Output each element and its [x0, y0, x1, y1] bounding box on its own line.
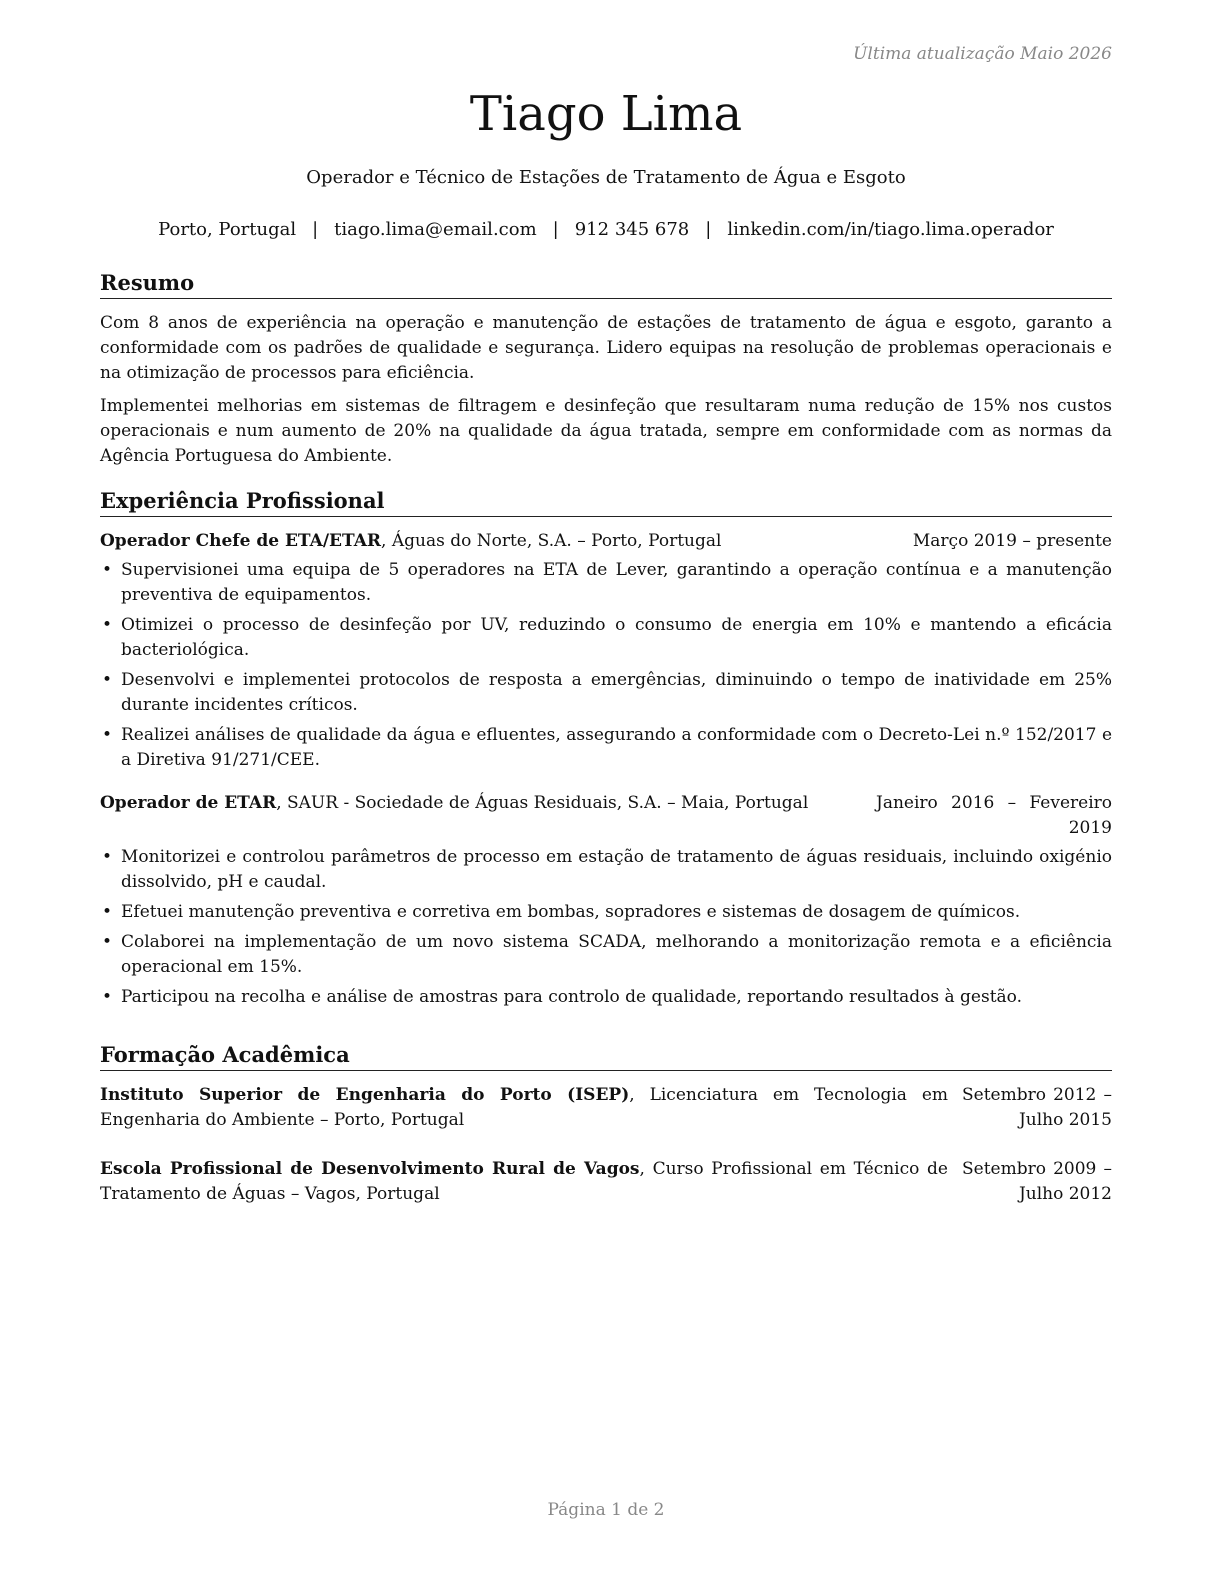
degree-detail: , Curso Profissional em Técnico de Tratamento de Águas – Vagos, Portugal [100, 1159, 948, 1204]
school-name: Escola Profissional de Desenvolvimento Rural de Vagos [100, 1159, 640, 1179]
summary-section [100, 270, 1112, 477]
bullet-item: • Supervisionei uma equipa de 5 operadores na ETA de Lever, garantindo a operação contínua e a manutenção preventiva de equipamentos. [100, 558, 1112, 608]
job-org: , SAUR - Sociedade de Águas Residuais, S.A. – Maia, Portugal [276, 793, 809, 813]
job-header [100, 791, 1112, 841]
education-section [100, 1042, 1112, 1207]
bullet-item: • Monitorizei e controlou parâmetros de processo em estação de tratamento de águas residuais, incluindo oxigénio dissolvido, pH e caudal. [100, 845, 1112, 895]
job-entry [100, 529, 1112, 773]
bullet-item: • Colaborei na implementação de um novo sistema SCADA, melhorando a monitorização remota e a eficiência operacional em 15%. [100, 930, 1112, 980]
job-header [100, 529, 1112, 554]
job-entry [100, 791, 1112, 1010]
job-org: , Águas do Norte, S.A. – Porto, Portugal [381, 531, 722, 551]
degree-detail: , Licenciatura em Tecnologia em Engenharia do Ambiente – Porto, Portugal [100, 1085, 949, 1130]
bullet-item: • Participou na recolha e análise de amostras para controlo de qualidade, reportando resultados à gestão. [100, 985, 1112, 1010]
last-updated: Última atualização Maio 2026 [853, 44, 1112, 64]
job-bullets [100, 845, 1112, 1010]
section-title-experience: Experiência Profissional [100, 488, 1112, 517]
contact-phone: 912 345 678 [574, 219, 690, 240]
job-role: Operador Chefe de ETA/ETAR [100, 531, 382, 551]
job-role: Operador de ETAR [100, 793, 277, 813]
contact-email[interactable]: tiago.lima@email.com [334, 219, 537, 240]
summary-paragraph: Com 8 anos de experiência na operação e manutenção de estações de tratamento de água e esgoto, garanto a conformidade com os padrões de qualidade e segurança. Lidero equipas na resolução de problemas operacionais e na otimização de processos para eficiência. [100, 313, 1112, 383]
education-dates: Setembro 2012 – Julho 2015 [962, 1085, 1112, 1130]
page-number: Página 1 de 2 [547, 1500, 665, 1520]
experience-section [100, 488, 1112, 1015]
education-dates: Setembro 2009 – Julho 2012 [962, 1159, 1112, 1204]
contact-location: Porto, Portugal [158, 219, 297, 240]
bullet-item: • Realizei análises de qualidade da água e efluentes, assegurando a conformidade com o Decreto-Lei n.º 152/2017 e a Diretiva 91/271/CEE. [100, 723, 1112, 773]
bullet-item: • Efetuei manutenção preventiva e corretiva em bombas, sopradores e sistemas de dosagem de químicos. [100, 900, 1112, 925]
separator: | [705, 219, 712, 240]
contact-linkedin[interactable]: linkedin.com/in/tiago.lima.operador [727, 219, 1054, 240]
headline: Operador e Técnico de Estações de Tratamento de Água e Esgoto [306, 167, 906, 188]
school-name: Instituto Superior de Engenharia do Porto (ISEP) [100, 1085, 630, 1105]
job-dates: Março 2019 – presente [912, 531, 1112, 551]
separator: | [552, 219, 559, 240]
candidate-name: Tiago Lima [469, 86, 743, 142]
education-entry [100, 1083, 1112, 1133]
bullet-item: • Desenvolvi e implementei protocolos de resposta a emergências, diminuindo o tempo de inatividade em 25% durante incidentes críticos. [100, 668, 1112, 718]
section-title-education: Formação Acadêmica [100, 1042, 1112, 1071]
summary-paragraph: Implementei melhorias em sistemas de filtragem e desinfeção que resultaram numa redução de 15% nos custos operacionais e num aumento de 20% na qualidade da água tratada, sempre em conformidade com as normas da Agência Portuguesa do Ambiente. [100, 396, 1112, 466]
job-bullets [100, 558, 1112, 773]
contact-line [100, 219, 1112, 240]
education-entry [100, 1157, 1112, 1207]
job-dates: Janeiro 2016 – Fevereiro 2019 [876, 793, 1112, 838]
section-title-summary: Resumo [100, 270, 1112, 299]
resume-page [100, 0, 1112, 1584]
bullet-item: • Otimizei o processo de desinfeção por UV, reduzindo o consumo de energia em 10% e mantendo a eficácia bacteriológica. [100, 613, 1112, 663]
separator: | [312, 219, 319, 240]
